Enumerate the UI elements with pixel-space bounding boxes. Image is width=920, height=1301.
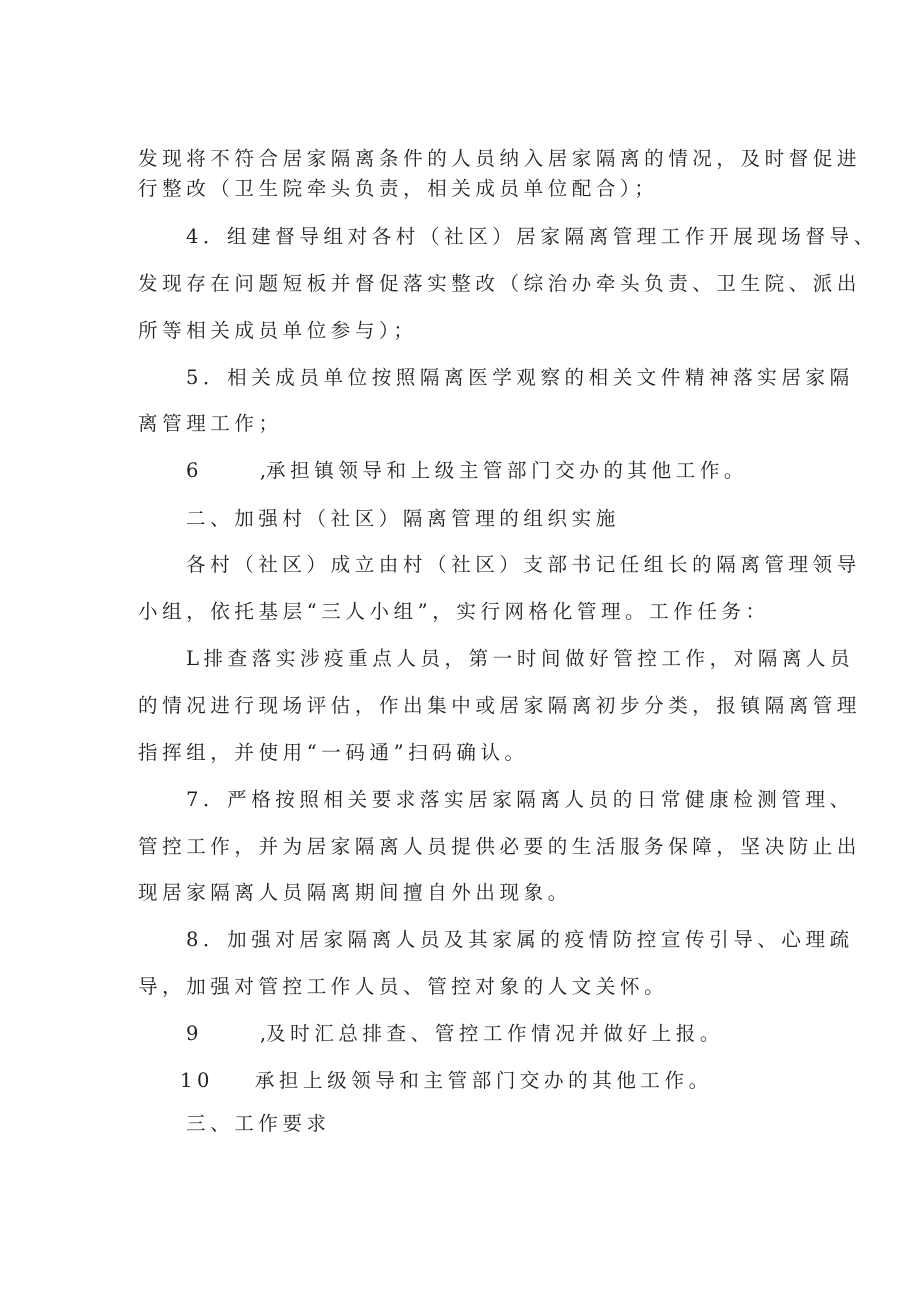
item-number: 10 bbox=[180, 1069, 215, 1092]
item-4-line: 4．组建督导组对各村（社区）居家隔离管理工作开展现场督导、 bbox=[186, 225, 878, 248]
paragraph-line: 各村（社区）成立由村（社区）支部书记任组长的隔离管理领导 bbox=[186, 553, 861, 576]
paragraph-line: 指挥组，并使用“一码通”扫码确认。 bbox=[138, 741, 529, 764]
paragraph-line: 导，加强对管控工作人员、管控对象的人文关怀。 bbox=[138, 975, 669, 998]
item-8-line: 8．加强对居家隔离人员及其家属的疫情防控宣传引导、心理疏 bbox=[186, 928, 854, 951]
item-number: 6 bbox=[186, 459, 204, 482]
item-6-line bbox=[186, 459, 748, 483]
paragraph-line: 行整改（卫生院牵头负责，相关成员单位配合）； bbox=[138, 177, 659, 200]
paragraph-line: 小组，依托基层“三人小组”，实行网格化管理。工作任务： bbox=[138, 600, 770, 623]
item-text: 承担上级领导和主管部门交办的其他工作。 bbox=[254, 1069, 713, 1092]
paragraph-line: 现居家隔离人员隔离期间擅自外出现象。 bbox=[138, 881, 572, 904]
item-l-line: L排查落实涉疫重点人员，第一时间做好管控工作，对隔离人员 bbox=[186, 647, 855, 670]
item-9-line bbox=[186, 1022, 724, 1046]
item-text: 承担镇领导和上级主管部门交办的其他工作。 bbox=[266, 459, 749, 482]
paragraph-line: 的情况进行现场评估，作出集中或居家隔离初步分类，报镇隔离管理 bbox=[138, 694, 862, 717]
section-heading: 二、加强村（社区）隔离管理的组织实施 bbox=[186, 507, 620, 530]
paragraph-line: 所等相关成员单位参与）； bbox=[138, 319, 418, 342]
paragraph-line: 发现将不符合居家隔离条件的人员纳入居家隔离的情况，及时督促进 bbox=[138, 147, 862, 170]
item-number: 9 bbox=[186, 1022, 204, 1045]
item-text: 及时汇总排查、管控工作情况并做好上报。 bbox=[266, 1022, 724, 1045]
section-heading: 三、工作要求 bbox=[186, 1112, 331, 1135]
paragraph-line: 离管理工作； bbox=[138, 412, 283, 435]
item-7-line: 7．严格按照相关要求落实居家隔离人员的日常健康检测管理、 bbox=[186, 788, 854, 811]
item-separator: , bbox=[259, 459, 267, 482]
paragraph-line: 发现存在问题短板并督促落实整改（综治办牵头负责、卫生院、派出 bbox=[138, 272, 862, 295]
paragraph-line: 管控工作，并为居家隔离人员提供必要的生活服务保障，坚决防止出 bbox=[138, 835, 862, 858]
item-5-line: 5．相关成员单位按照隔离医学观察的相关文件精神落实居家隔 bbox=[186, 366, 854, 389]
item-separator: , bbox=[259, 1022, 267, 1045]
item-10-line bbox=[180, 1069, 713, 1093]
